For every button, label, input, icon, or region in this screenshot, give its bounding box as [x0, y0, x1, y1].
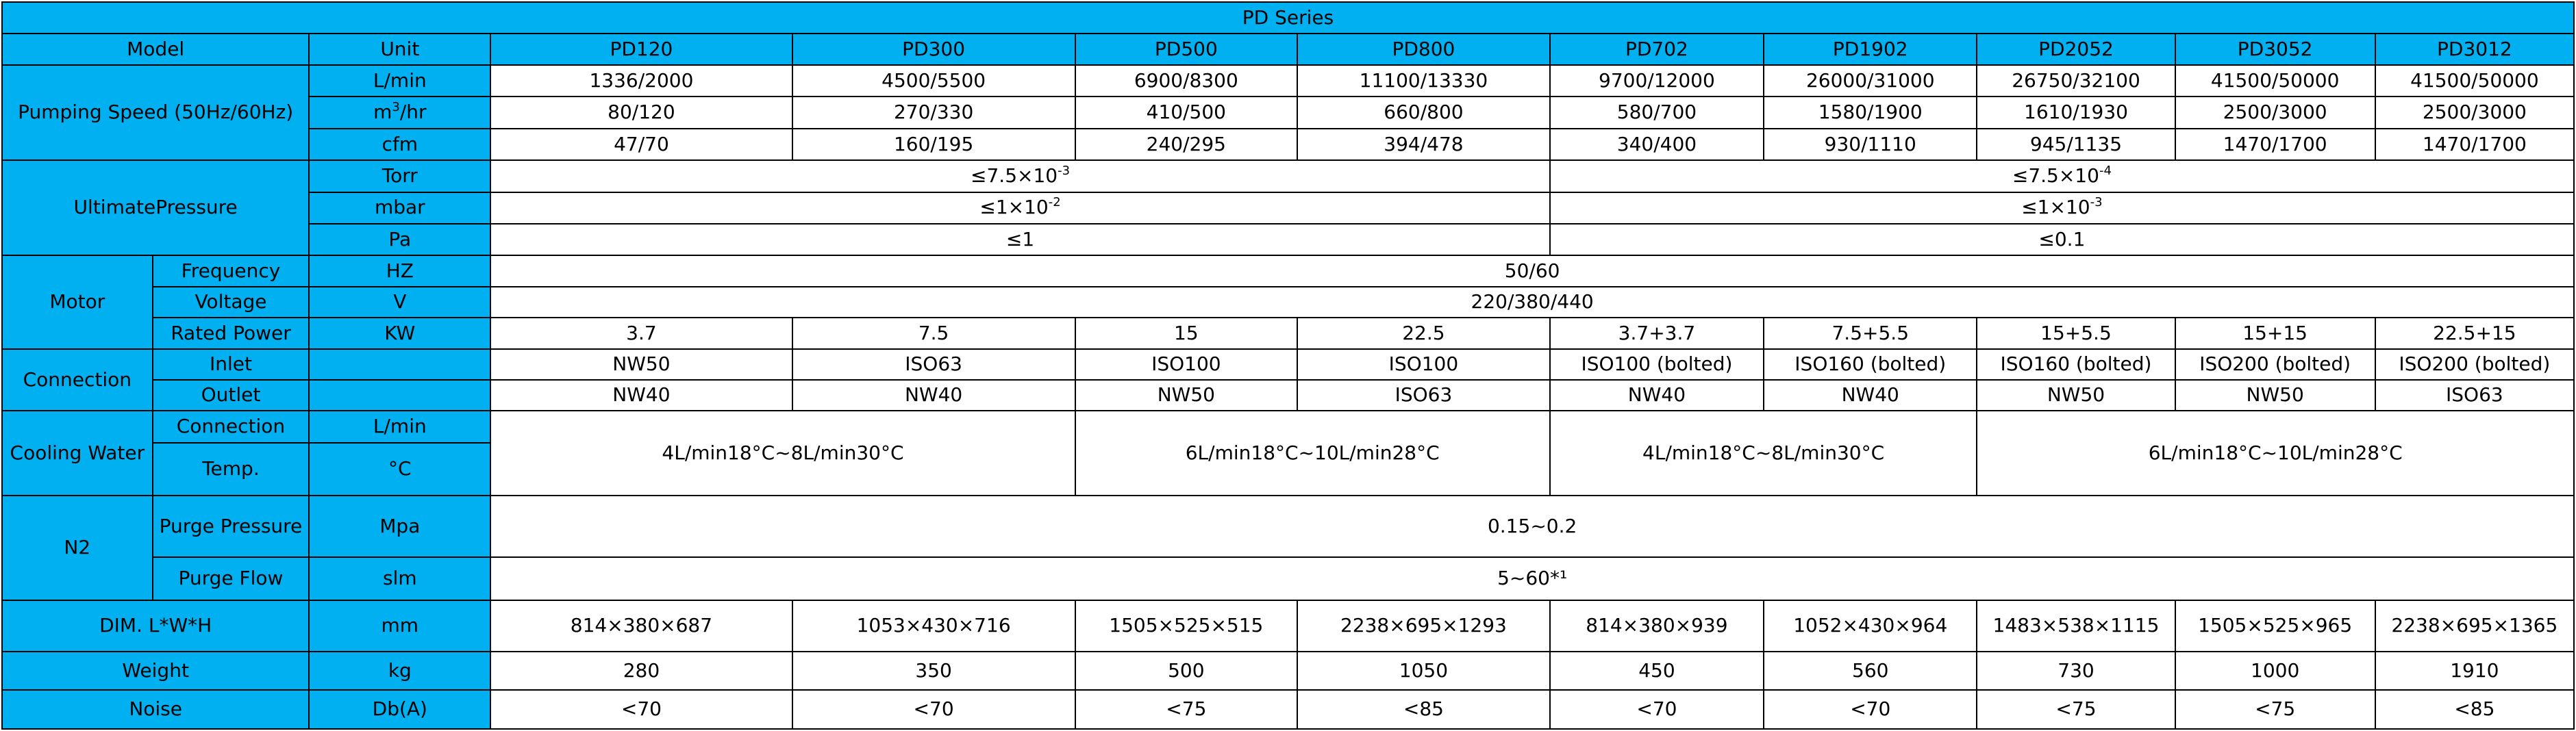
table-row	[2, 411, 2574, 442]
unit-superscript: 3	[392, 100, 400, 115]
value-exponent: -3	[2090, 195, 2103, 210]
value-cell: 1580/1900	[1764, 97, 1977, 128]
table-row	[2, 224, 2574, 255]
value-cell: 2238×695×1365	[2375, 600, 2574, 652]
sublabel-cell: Purge Pressure	[153, 496, 310, 558]
weight-label: Weight	[2, 652, 309, 691]
value-cell: <85	[1297, 690, 1550, 729]
value-cell	[1550, 192, 2574, 224]
sublabel-cell: Inlet	[153, 349, 310, 380]
value-cell: ISO200 (bolted)	[2375, 349, 2574, 380]
value-cell: 2500/3000	[2175, 97, 2375, 128]
value-cell: 3.7	[490, 318, 792, 348]
unit-cell: kg	[309, 652, 490, 691]
sublabel-cell: Purge Flow	[153, 557, 310, 600]
model-name: PD702	[1550, 34, 1764, 64]
table-row	[2, 380, 2574, 411]
value-exponent: -2	[1048, 195, 1061, 210]
value-cell: 500	[1075, 652, 1297, 691]
value-cell: 730	[1977, 652, 2175, 691]
value-cell	[490, 192, 1549, 224]
model-name: PD1902	[1764, 34, 1977, 64]
unit-cell: HZ	[309, 255, 490, 286]
unit-cell: KW	[309, 318, 490, 348]
unit-cell: mbar	[309, 192, 490, 224]
value-cell: 1470/1700	[2175, 129, 2375, 160]
value-cell: 350	[792, 652, 1075, 691]
unit-header: Unit	[309, 34, 490, 64]
table-row	[2, 97, 2574, 128]
value-cell: 50/60	[490, 255, 2574, 286]
value-cell	[490, 160, 1549, 192]
value-cell	[1550, 160, 2574, 192]
value-cell: 1050	[1297, 652, 1550, 691]
value-cell: 930/1110	[1764, 129, 1977, 160]
unit-cell: slm	[309, 557, 490, 600]
value-cell: ISO100	[1297, 349, 1550, 380]
table-row	[2, 65, 2574, 97]
value-cell: NW50	[490, 349, 792, 380]
sublabel-cell: Rated Power	[153, 318, 310, 348]
unit-prefix: m	[373, 101, 392, 124]
unit-cell: V	[309, 287, 490, 318]
value-cell: <70	[1550, 690, 1764, 729]
value-base: ≤7.5×10	[971, 164, 1058, 187]
value-cell: <85	[2375, 690, 2574, 729]
value-cell: 1000	[2175, 652, 2375, 691]
header-row	[2, 34, 2574, 64]
value-cell: 160/195	[792, 129, 1075, 160]
noise-label: Noise	[2, 690, 309, 729]
value-cell: NW50	[1075, 380, 1297, 411]
table-row	[2, 349, 2574, 380]
value-base: ≤1×10	[979, 196, 1049, 219]
value-cell: 0.15~0.2	[490, 496, 2574, 558]
table-title: PD Series	[2, 2, 2574, 34]
value-cell: ISO63	[1297, 380, 1550, 411]
unit-suffix: /hr	[399, 101, 427, 124]
value-cell: 1610/1930	[1977, 97, 2175, 128]
unit-cell: Pa	[309, 224, 490, 255]
value-cell: 4L/min18°C~8L/min30°C	[490, 411, 1075, 495]
value-cell: 80/120	[490, 97, 792, 128]
sublabel-cell: Temp.	[153, 443, 310, 496]
model-name: PD2052	[1977, 34, 2175, 64]
table-row	[2, 192, 2574, 224]
value-cell: <70	[792, 690, 1075, 729]
value-cell: 15+15	[2175, 318, 2375, 348]
pd-series-spec-table	[1, 1, 2575, 730]
model-name: PD500	[1075, 34, 1297, 64]
n2-label: N2	[2, 496, 153, 600]
sublabel-cell: Connection	[153, 411, 310, 442]
model-name: PD120	[490, 34, 792, 64]
value-cell: ISO160 (bolted)	[1977, 349, 2175, 380]
value-cell: 220/380/440	[490, 287, 2574, 318]
sublabel-cell: Outlet	[153, 380, 310, 411]
value-cell: 15	[1075, 318, 1297, 348]
pumping-speed-label: Pumping Speed (50Hz/60Hz)	[2, 65, 309, 160]
table-row	[2, 160, 2574, 192]
value-cell: NW50	[1977, 380, 2175, 411]
unit-cell: L/min	[309, 65, 490, 97]
value-cell: 41500/50000	[2175, 65, 2375, 97]
table-row	[2, 557, 2574, 600]
value-cell: NW40	[1764, 380, 1977, 411]
value-cell: 7.5+5.5	[1764, 318, 1977, 348]
sublabel-cell: Voltage	[153, 287, 310, 318]
value-cell: 450	[1550, 652, 1764, 691]
model-header: Model	[2, 34, 309, 64]
table-row	[2, 318, 2574, 348]
sublabel-cell: Frequency	[153, 255, 310, 286]
unit-cell: cfm	[309, 129, 490, 160]
table-row	[2, 652, 2574, 691]
model-name: PD300	[792, 34, 1075, 64]
connection-label: Connection	[2, 349, 153, 411]
value-cell: 814×380×687	[490, 600, 792, 652]
motor-label: Motor	[2, 255, 153, 348]
value-cell: 41500/50000	[2375, 65, 2574, 97]
value-cell: 1336/2000	[490, 65, 792, 97]
value-cell: 560	[1764, 652, 1977, 691]
table-row	[2, 496, 2574, 558]
value-cell: NW40	[792, 380, 1075, 411]
value-cell: <75	[2175, 690, 2375, 729]
value-cell: 1910	[2375, 652, 2574, 691]
value-cell: 280	[490, 652, 792, 691]
table-row	[2, 287, 2574, 318]
value-cell: ISO100 (bolted)	[1550, 349, 1764, 380]
unit-cell: Torr	[309, 160, 490, 192]
value-cell: 340/400	[1550, 129, 1764, 160]
ultimate-pressure-label: UltimatePressure	[2, 160, 309, 255]
value-cell: ISO63	[792, 349, 1075, 380]
value-cell: NW40	[490, 380, 792, 411]
value-cell: ISO160 (bolted)	[1764, 349, 1977, 380]
unit-cell: Mpa	[309, 496, 490, 558]
value-cell: ISO100	[1075, 349, 1297, 380]
value-cell: ISO63	[2375, 380, 2574, 411]
value-cell: 47/70	[490, 129, 792, 160]
value-base: ≤7.5×10	[2012, 164, 2099, 187]
value-cell: ≤1	[490, 224, 1549, 255]
unit-cell	[309, 349, 490, 380]
value-cell: 580/700	[1550, 97, 1764, 128]
value-cell: 22.5	[1297, 318, 1550, 348]
value-cell: 26750/32100	[1977, 65, 2175, 97]
value-cell: 410/500	[1075, 97, 1297, 128]
value-cell: 7.5	[792, 318, 1075, 348]
model-name: PD3012	[2375, 34, 2574, 64]
value-cell: 4500/5500	[792, 65, 1075, 97]
value-cell: 270/330	[792, 97, 1075, 128]
value-cell: 4L/min18°C~8L/min30°C	[1550, 411, 1977, 495]
value-cell: 240/295	[1075, 129, 1297, 160]
value-cell: 945/1135	[1977, 129, 2175, 160]
model-name: PD3052	[2175, 34, 2375, 64]
value-exponent: -3	[1058, 163, 1071, 178]
value-cell: 1483×538×1115	[1977, 600, 2175, 652]
value-cell: 11100/13330	[1297, 65, 1550, 97]
value-cell: <75	[1075, 690, 1297, 729]
value-cell: NW50	[2175, 380, 2375, 411]
table-row	[2, 600, 2574, 652]
value-cell: 814×380×939	[1550, 600, 1764, 652]
value-cell: 1052×430×964	[1764, 600, 1977, 652]
value-cell: 5~60*¹	[490, 557, 2574, 600]
table-row	[2, 690, 2574, 729]
value-cell: 15+5.5	[1977, 318, 2175, 348]
value-exponent: -4	[2099, 163, 2112, 178]
unit-cell: L/min	[309, 411, 490, 442]
value-cell: 22.5+15	[2375, 318, 2574, 348]
table-row	[2, 129, 2574, 160]
value-cell: <75	[1977, 690, 2175, 729]
value-cell: 1505×525×965	[2175, 600, 2375, 652]
value-cell: 26000/31000	[1764, 65, 1977, 97]
value-cell: 1470/1700	[2375, 129, 2574, 160]
model-name: PD800	[1297, 34, 1550, 64]
value-cell: <70	[490, 690, 792, 729]
unit-cell: mm	[309, 600, 490, 652]
value-cell: <70	[1764, 690, 1977, 729]
value-cell: 3.7+3.7	[1550, 318, 1764, 348]
unit-cell	[309, 380, 490, 411]
value-cell: 6900/8300	[1075, 65, 1297, 97]
value-cell: ISO200 (bolted)	[2175, 349, 2375, 380]
dim-label: DIM. L*W*H	[2, 600, 309, 652]
unit-cell	[309, 97, 490, 128]
value-cell: NW40	[1550, 380, 1764, 411]
value-cell: 660/800	[1297, 97, 1550, 128]
value-cell: 6L/min18°C~10L/min28°C	[1977, 411, 2574, 495]
value-cell: 2500/3000	[2375, 97, 2574, 128]
value-cell: 2238×695×1293	[1297, 600, 1550, 652]
value-cell: 9700/12000	[1550, 65, 1764, 97]
value-cell: 1053×430×716	[792, 600, 1075, 652]
table-row	[2, 255, 2574, 286]
unit-cell: Db(A)	[309, 690, 490, 729]
value-cell: ≤0.1	[1550, 224, 2574, 255]
value-cell: 6L/min18°C~10L/min28°C	[1075, 411, 1550, 495]
value-base: ≤1×10	[2021, 196, 2090, 219]
cooling-water-label: Cooling Water	[2, 411, 153, 495]
value-cell: 394/478	[1297, 129, 1550, 160]
unit-cell: °C	[309, 443, 490, 496]
value-cell: 1505×525×515	[1075, 600, 1297, 652]
